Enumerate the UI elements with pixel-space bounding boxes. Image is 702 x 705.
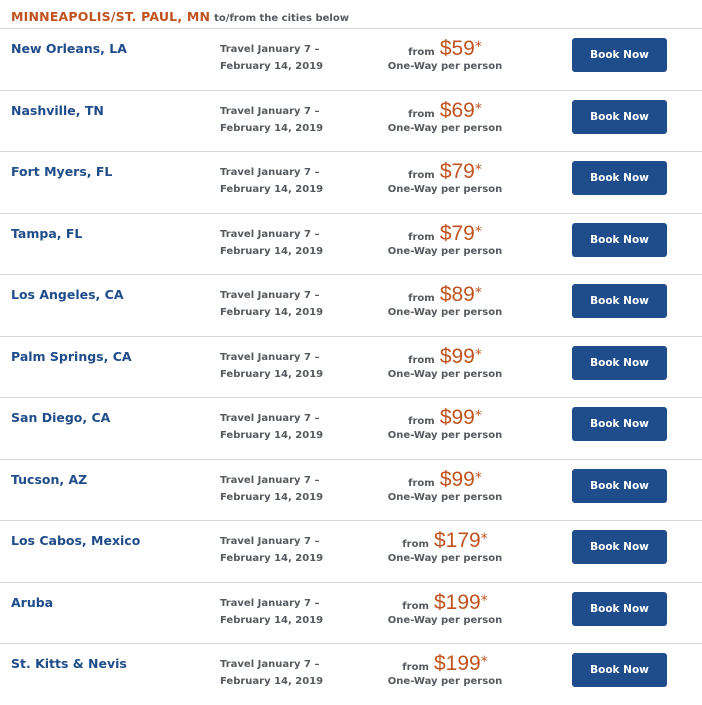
fare-basis-label: One-Way per person (387, 245, 503, 257)
deal-row (0, 582, 702, 644)
travel-dates-line2: February 14, 2019 (220, 368, 324, 380)
travel-dates-line1: Travel January 7 – (220, 659, 320, 670)
from-label: from (408, 108, 435, 120)
travel-dates-line2: February 14, 2019 (220, 676, 324, 687)
from-label: from (402, 539, 429, 550)
travel-dates-line1: Travel January 7 – (220, 167, 320, 178)
fare-basis-label: One-Way per person (387, 676, 503, 687)
destination-city[interactable]: Fort Myers, FL (11, 164, 113, 179)
book-now-button[interactable]: Book Now (572, 653, 667, 687)
destination-city[interactable]: Nashville, TN (11, 102, 104, 118)
travel-dates-line2: February 14, 2019 (220, 122, 324, 134)
price-line (380, 406, 510, 430)
fare-basis-label: One-Way per person (387, 553, 503, 564)
price-amount: $99 (439, 467, 475, 491)
price-amount: $69 (439, 98, 475, 122)
fare-price (380, 283, 510, 318)
travel-dates-line1: Travel January 7 – (220, 351, 320, 363)
deal-row (0, 90, 702, 152)
price-amount: $59 (439, 37, 475, 60)
fare-basis-label: One-Way per person (387, 368, 503, 380)
price-amount: $199 (433, 652, 481, 675)
price-amount: $199 (433, 590, 481, 614)
travel-dates (220, 164, 324, 198)
destination-city[interactable]: Aruba (11, 594, 54, 610)
travel-dates (220, 103, 324, 137)
from-label: from (408, 354, 435, 366)
book-now-button[interactable]: Book Now (572, 100, 667, 134)
price-asterisk: * (474, 469, 482, 486)
fare-price (380, 591, 510, 626)
price-line (380, 652, 510, 676)
book-now-button[interactable]: Book Now (572, 407, 667, 441)
travel-dates-line1: Travel January 7 – (220, 290, 320, 301)
travel-dates-line1: Travel January 7 – (220, 228, 320, 240)
travel-dates (220, 287, 324, 321)
travel-dates (220, 41, 324, 75)
fare-basis-label: One-Way per person (387, 491, 503, 503)
travel-dates-line1: Travel January 7 – (220, 44, 320, 55)
travel-dates-line2: February 14, 2019 (220, 307, 324, 318)
price-line (380, 345, 510, 369)
travel-dates (220, 226, 324, 260)
travel-dates-line2: February 14, 2019 (220, 61, 324, 72)
travel-dates-line2: February 14, 2019 (220, 245, 324, 257)
fare-price (380, 406, 510, 441)
travel-dates-line2: February 14, 2019 (220, 614, 324, 626)
from-label: from (408, 293, 435, 304)
deal-row (0, 274, 702, 336)
travel-dates-line1: Travel January 7 – (220, 413, 320, 424)
fare-price (380, 529, 510, 564)
fare-basis-label: One-Way per person (387, 614, 503, 626)
travel-dates (220, 533, 324, 567)
book-now-button[interactable]: Book Now (572, 346, 667, 380)
travel-dates (220, 595, 324, 629)
book-now-button[interactable]: Book Now (572, 284, 667, 318)
fare-price (380, 468, 510, 503)
price-line (380, 37, 510, 61)
price-line (380, 222, 510, 246)
destination-city[interactable]: Tampa, FL (11, 225, 83, 241)
origin-city: MINNEAPOLIS/ST. PAUL, MN (11, 9, 211, 24)
book-now-button[interactable]: Book Now (572, 38, 667, 72)
price-amount: $99 (439, 406, 475, 429)
travel-dates (220, 410, 324, 444)
fare-basis-label: One-Way per person (387, 184, 503, 195)
travel-dates-line1: Travel January 7 – (220, 474, 320, 486)
fare-basis-label: One-Way per person (387, 430, 503, 441)
deal-row (0, 520, 702, 582)
travel-dates-line2: February 14, 2019 (220, 430, 324, 441)
destination-city[interactable]: Los Angeles, CA (11, 287, 124, 302)
price-asterisk: * (474, 223, 482, 240)
from-label: from (402, 600, 429, 612)
destination-city[interactable]: Tucson, AZ (11, 471, 88, 487)
deal-row (0, 643, 702, 705)
fare-price (380, 345, 510, 380)
destination-city[interactable]: St. Kitts & Nevis (11, 656, 127, 671)
deal-row (0, 397, 702, 459)
fare-basis-label: One-Way per person (387, 61, 503, 72)
fare-price (380, 37, 510, 72)
book-now-button[interactable]: Book Now (572, 161, 667, 195)
travel-dates-line1: Travel January 7 – (220, 597, 320, 609)
from-label: from (408, 231, 435, 243)
fare-price (380, 99, 510, 134)
from-label: from (408, 170, 435, 181)
fare-basis-label: One-Way per person (387, 307, 503, 318)
price-line (380, 591, 510, 615)
from-label: from (408, 47, 435, 58)
destination-city[interactable]: San Diego, CA (11, 410, 111, 425)
from-label: from (402, 662, 429, 673)
price-amount: $79 (439, 160, 475, 183)
price-line (380, 529, 510, 553)
price-asterisk: * (474, 285, 482, 301)
destination-city[interactable]: New Orleans, LA (11, 41, 127, 56)
fare-price (380, 652, 510, 687)
price-asterisk: * (474, 162, 482, 178)
deal-row (0, 336, 702, 398)
from-label: from (408, 416, 435, 427)
travel-dates (220, 472, 324, 506)
price-line (380, 468, 510, 492)
deal-row (0, 459, 702, 521)
travel-dates (220, 656, 324, 690)
origin-header (11, 6, 349, 24)
price-amount: $79 (439, 221, 475, 245)
price-amount: $179 (433, 529, 481, 552)
travel-dates (220, 349, 324, 383)
travel-dates-line2: February 14, 2019 (220, 184, 324, 195)
origin-subtitle: to/from the cities below (214, 13, 349, 24)
from-label: from (408, 477, 435, 489)
price-line (380, 283, 510, 307)
destination-city[interactable]: Palm Springs, CA (11, 348, 132, 364)
book-now-button[interactable]: Book Now (572, 223, 667, 257)
price-amount: $99 (439, 344, 475, 368)
book-now-button[interactable]: Book Now (572, 469, 667, 503)
deals-list (0, 28, 702, 705)
travel-dates-line1: Travel January 7 – (220, 536, 320, 547)
price-asterisk: * (480, 531, 488, 547)
deal-row (0, 151, 702, 213)
price-line (380, 160, 510, 184)
price-asterisk: * (474, 346, 482, 363)
price-line (380, 99, 510, 123)
fare-price (380, 160, 510, 195)
deal-row (0, 28, 702, 90)
deal-row (0, 213, 702, 275)
destination-city[interactable]: Los Cabos, Mexico (11, 533, 141, 548)
price-amount: $89 (439, 283, 475, 306)
price-asterisk: * (474, 39, 482, 55)
travel-dates-line2: February 14, 2019 (220, 491, 324, 503)
price-asterisk: * (474, 408, 482, 424)
book-now-button[interactable]: Book Now (572, 530, 667, 564)
fare-basis-label: One-Way per person (387, 122, 503, 134)
price-asterisk: * (480, 592, 488, 609)
price-asterisk: * (480, 654, 488, 670)
fare-price (380, 222, 510, 257)
book-now-button[interactable]: Book Now (572, 592, 667, 626)
travel-dates-line2: February 14, 2019 (220, 553, 324, 564)
travel-dates-line1: Travel January 7 – (220, 105, 320, 117)
price-asterisk: * (474, 100, 482, 117)
